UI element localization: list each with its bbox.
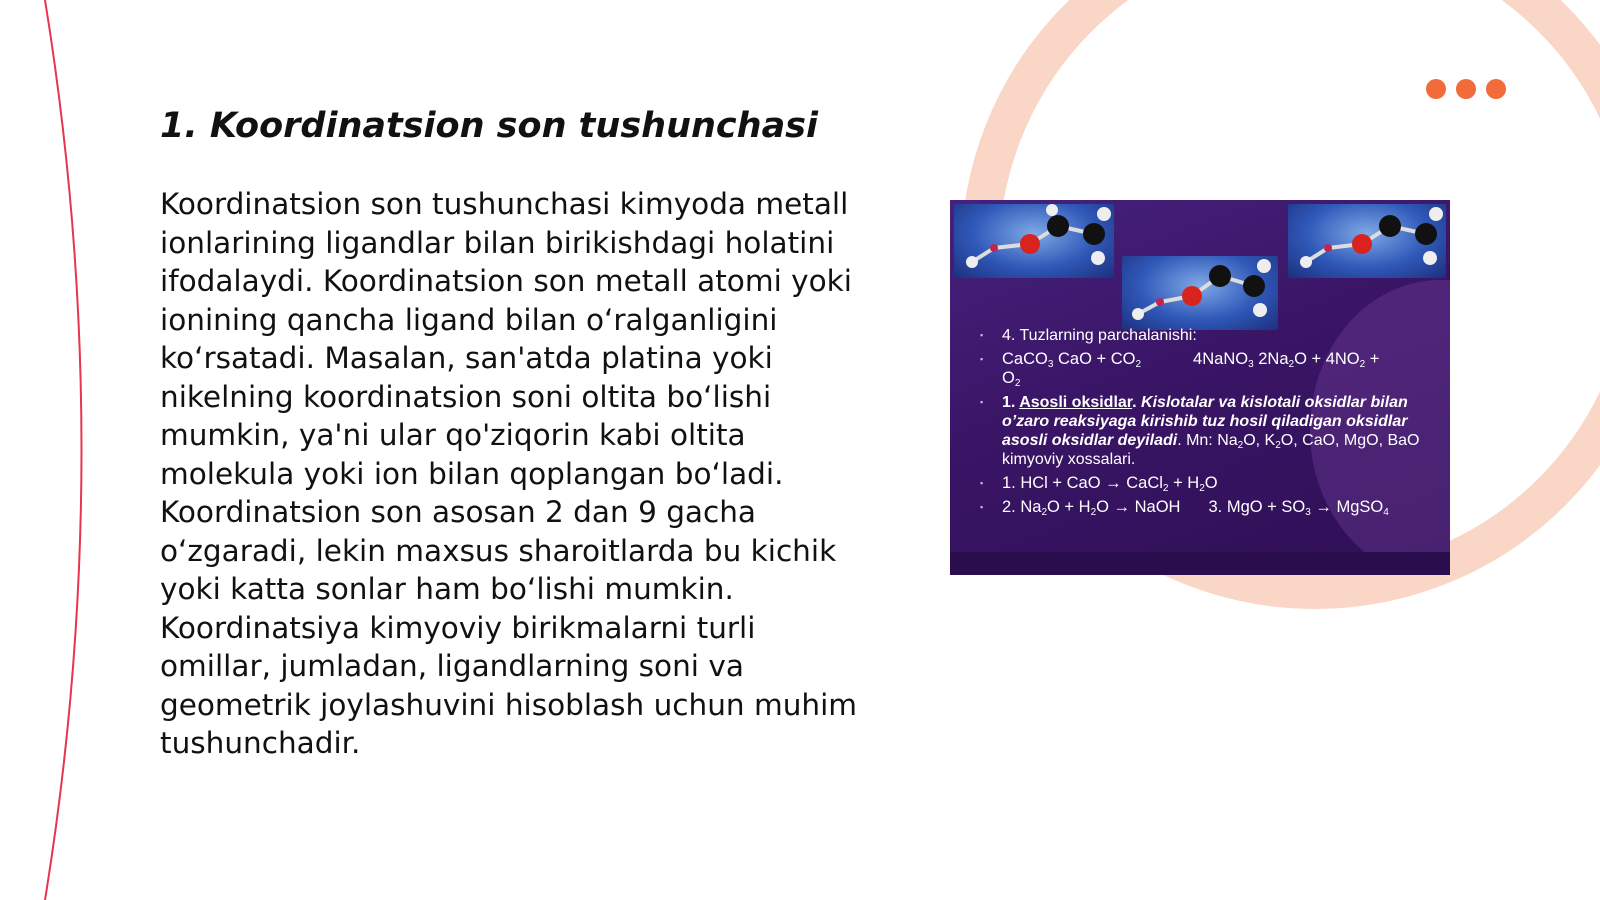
subscript: 2 [1288, 359, 1295, 370]
term-dot: . [1132, 394, 1137, 411]
formula-text: O [1002, 369, 1015, 387]
bullet-marker: ▪ [980, 502, 984, 512]
orange-dot [1456, 79, 1476, 99]
definition-text: Kislotalar va kislotali oksidlar bilan o’zaro reaksiyaga kirishib tuz hosil qiladigan oksidlar asosli oksidlar deyiladi [1002, 394, 1408, 449]
formula-text: 3. MgO + SO [1208, 498, 1306, 516]
formula-text: 2Na [1253, 350, 1289, 368]
bullet-number: 1. [1002, 394, 1020, 411]
bullet-marker: ▪ [980, 330, 984, 340]
formula-text: 4NaNO [1193, 350, 1249, 368]
formula-text: O + 4NO [1294, 350, 1360, 368]
list-item [980, 498, 1438, 517]
formula-text: + H [1168, 474, 1200, 492]
subscript: 2 [1135, 359, 1142, 370]
decorative-dots [1426, 79, 1506, 99]
bullet-marker: ▪ [980, 397, 984, 407]
list-item [980, 326, 1438, 345]
subscript: 3 [1305, 507, 1311, 518]
orange-dot [1426, 79, 1446, 99]
subscript: 2 [1359, 359, 1366, 370]
subscript: 2 [1275, 440, 1281, 451]
orange-dot [1486, 79, 1506, 99]
molecule-image [1122, 256, 1278, 330]
page-title: 1. Koordinatsion son tushunchasi [160, 106, 819, 146]
slide-image [950, 200, 1450, 575]
formula-text: O [1204, 474, 1218, 492]
formula-text: + [1365, 350, 1380, 368]
left-red-curve [45, 0, 82, 900]
formula-text: Na [1217, 432, 1238, 449]
subscript: 2 [1199, 483, 1205, 494]
formula-text: 1. HCl + CaO → CaCl [1002, 474, 1163, 492]
list-item [980, 393, 1438, 469]
formula-text: O, K [1243, 432, 1276, 449]
formula-text: O + H [1047, 498, 1091, 516]
subscript: 4 [1383, 507, 1389, 518]
formula-text: 2. Na [1002, 498, 1042, 516]
formula-text: O, CaO, MgO, BaO kimyoviy xossalari. [1002, 432, 1420, 468]
bullet-text: 4. Tuzlarning parchalanishi: [1002, 327, 1197, 344]
bullet-text: . Mn: [1177, 432, 1218, 449]
bullet-marker: ▪ [980, 354, 984, 364]
subscript: 3 [1047, 359, 1054, 370]
subscript: 2 [1090, 507, 1097, 518]
molecule-image [954, 204, 1114, 278]
slide-bullet-list [980, 326, 1438, 522]
subscript: 2 [1162, 483, 1169, 494]
formula-text: CaO + CO [1053, 350, 1136, 368]
body-paragraph: Koordinatsion son tushunchasi kimyoda metall ionlarining ligandlar bilan birikishdagi holatini ifodalaydi. Koordinatsion son metall atomi yoki ionining qancha ligand bilan o‘ralganligini ko‘rsatadi. Masalan, san'atda platina yoki nikelning koordinatsion soni oltita bo‘lishi mumkin, ya'ni ular qo'ziqorin kabi oltita molekula yoki ion bilan qoplangan bo‘ladi. Koordinatsion son asosan 2 dan 9 gacha o‘zgaradi, lekin maxsus sharoitlarda bu kichik yoki katta sonlar ham bo‘lishi mumkin. Koordinatsiya kimyoviy birikmalarni turli omillar, jumladan, ligandlarning soni va geometrik joylashuvini hisoblash uchun muhim tushunchadir. [160, 187, 858, 760]
list-item [980, 474, 1438, 493]
formula-text: → MgSO [1310, 498, 1384, 516]
list-item [980, 350, 1438, 388]
subscript: 2 [1237, 440, 1244, 451]
subscript: 2 [1014, 378, 1021, 389]
term-underlined: Asosli oksidlar [1019, 394, 1133, 411]
molecule-image [1288, 204, 1446, 278]
bullet-marker: ▪ [980, 478, 984, 488]
subscript: 3 [1248, 359, 1254, 370]
formula-text: CaCO [1002, 350, 1048, 368]
slide-footer-band [950, 552, 1450, 575]
subscript: 2 [1041, 507, 1047, 518]
formula-text: O → NaOH [1096, 498, 1181, 516]
